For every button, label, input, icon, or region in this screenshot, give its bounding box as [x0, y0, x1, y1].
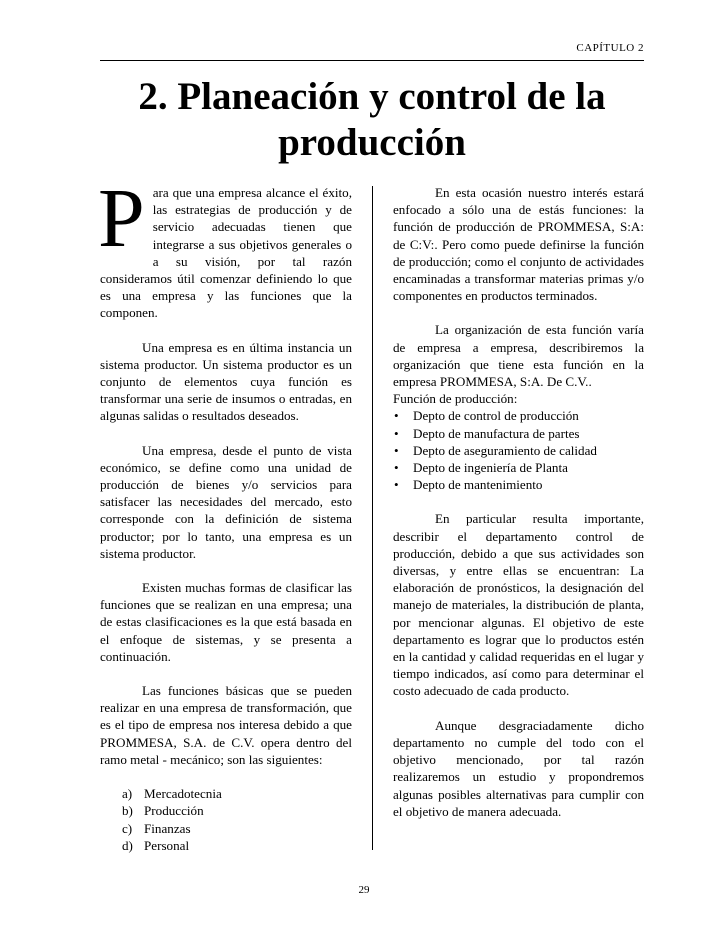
- paragraph: Existen muchas formas de clasificar las funciones que se realizan en una empresa; una de estas clasificaciones es la que está basada en el enfoque de sistemas, y se presenta a continuación.: [100, 580, 352, 664]
- left-column: [98, 172, 352, 854]
- list-marker: a): [122, 786, 133, 802]
- bullet-icon: •: [394, 442, 399, 458]
- paragraph: La organización de esta función varía de empresa a empresa, describiremos la organización que tiene esta función en la empresa PROMMESA, S:A. De C.V..: [393, 322, 644, 390]
- bullet-icon: •: [394, 425, 399, 441]
- list-item: [122, 837, 352, 854]
- list-item: [122, 802, 352, 819]
- list-item: [393, 476, 644, 493]
- right-column: [393, 184, 644, 837]
- paragraph-intro-text: ara que una empresa alcance el éxito, las estrategias de producción y de servicio adecuadas tienen que integrarse a sus objetivos generales o a su visión, por tal razón consideramos útil comenzar definiendo lo que es una empresa y las funciones que la componen.: [100, 185, 352, 321]
- bullet-icon: •: [394, 408, 399, 424]
- chapter-label: CAPÍTULO 2: [576, 42, 644, 54]
- title-line-2: producción: [278, 121, 466, 164]
- functions-list: [100, 785, 352, 854]
- bullet-icon: •: [394, 460, 399, 476]
- drop-cap: P: [98, 172, 145, 265]
- list-item: [393, 442, 644, 459]
- list-item-text: Depto de ingeniería de Planta: [413, 460, 568, 476]
- list-item-text: Depto de aseguramiento de calidad: [413, 442, 597, 458]
- list-item: [122, 785, 352, 802]
- paragraph: Una empresa es en última instancia un sistema productor. Un sistema productor es un conjunto de elementos cuya función es transformar una serie de insumos o entradas, en algunas salidas o resultados deseados.: [100, 339, 352, 424]
- column-divider: [372, 186, 373, 850]
- page-title: [100, 74, 644, 166]
- list-item-text: Depto de mantenimiento: [413, 477, 543, 493]
- departments-list: [393, 407, 644, 493]
- list-marker: d): [122, 837, 133, 853]
- list-item: [122, 820, 352, 837]
- paragraph-intro: [98, 172, 352, 322]
- paragraph: Aunque desgraciadamente dicho departamento no cumple del todo con el objetivo mencionado, por tal razón realizaremos un estudio y propondremos algunas posibles alternativas para cumplir con el objetivo de manera adecuada.: [393, 717, 644, 819]
- bullet-icon: •: [394, 477, 399, 493]
- list-marker: c): [122, 820, 133, 836]
- paragraph: En esta ocasión nuestro interés estará enfocado a sólo una de estás funciones: la función de producción de PROMMESA, S:A: de C:V:. Pero como puede definirse la función de producción; como el conjunto de actividades encaminadas a transformar materias primas y/o componentes en productos terminados.: [393, 185, 644, 304]
- list-item-text: Depto de control de producción: [413, 408, 579, 424]
- list-item: [393, 407, 644, 424]
- paragraph: Las funciones básicas que se pueden realizar en una empresa de transformación, que es el tipo de empresa nos interesa debido a que PROMMESA, S.A. de C.V. opera dentro del ramo metal - mecánico; son las siguientes:: [100, 683, 352, 767]
- list-item-text: Finanzas: [144, 820, 191, 836]
- title-line-1: 2. Planeación y control de la: [138, 75, 606, 118]
- paragraph: Una empresa, desde el punto de vista económico, se define como una unidad de producción de bienes y/o servicios para satisfacer las necesidades del mercado, esto corresponde con la definición de sistema productor; por lo tanto, una empresa es un sistema productor.: [100, 442, 352, 561]
- list-marker: b): [122, 803, 133, 819]
- page-number: 29: [358, 884, 370, 896]
- list-heading: Función de producción:: [393, 391, 518, 407]
- list-item-text: Depto de manufactura de partes: [413, 425, 580, 441]
- list-item: [393, 459, 644, 476]
- list-item-text: Mercadotecnia: [144, 786, 222, 802]
- page-header: [100, 42, 644, 61]
- list-item-text: Producción: [144, 803, 204, 819]
- paragraph: En particular resulta importante, describir el departamento control de producción, debido a que sus actividades son diversas, y entre ellas se encuentran: La elaboración de pronósticos, la designación del manejo de materiales, la distribución de planta, por mencionar algunas. El objetivo de este departamento es lograr que lo productos estén en la cantidad y calidad requeridas en el lugar y tiempo indicados, así como para determinar el costo adecuado de cada producto.: [393, 511, 644, 699]
- list-item-text: Personal: [144, 837, 190, 853]
- list-item: [393, 425, 644, 442]
